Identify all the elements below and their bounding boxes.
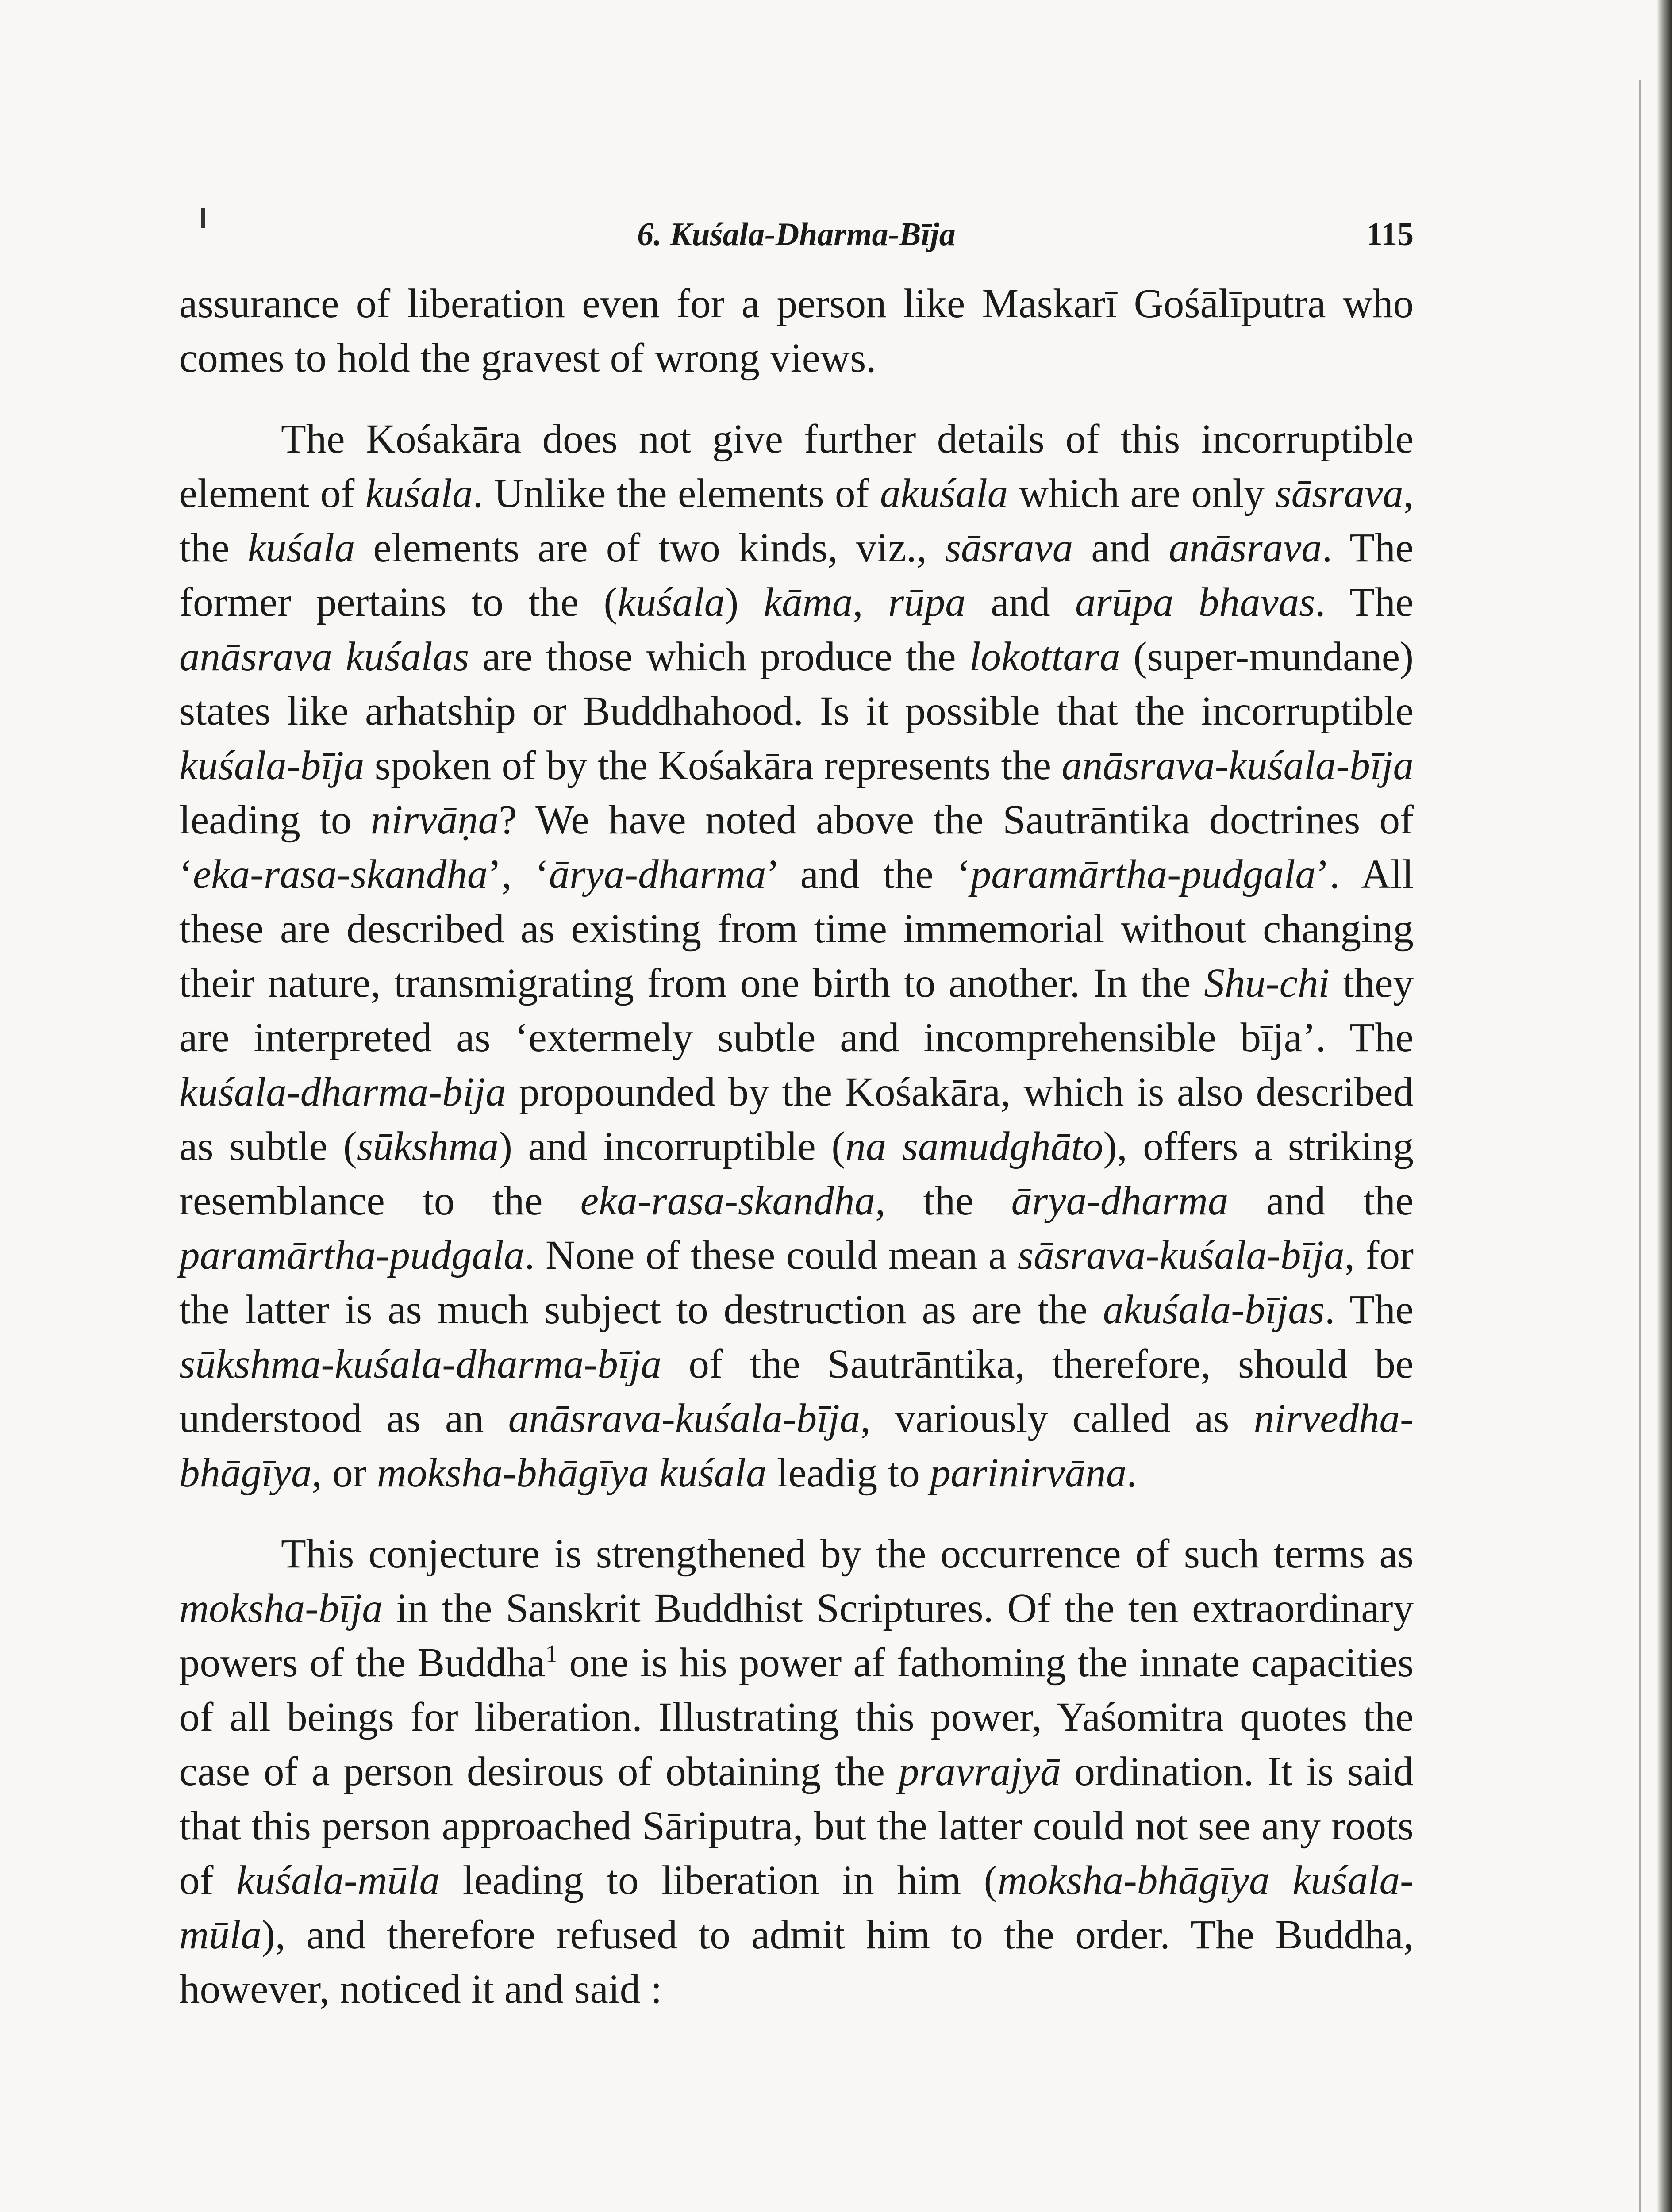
italic-term: nirvāṇa — [370, 797, 499, 843]
page-edge-shadow — [1657, 0, 1672, 2212]
text-run: . None of these could mean a — [524, 1233, 1018, 1278]
text-run: leading to liberation in him ( — [439, 1858, 998, 1903]
text-run: ? We have noted above the Sautrāntika doctrines of ‘ — [179, 797, 1414, 897]
binding-shadow-line — [1639, 80, 1641, 2212]
italic-term: paramārtha-pudgala — [970, 852, 1316, 897]
italic-term: akuśala-bījas — [1103, 1287, 1325, 1333]
text-run: ) and incorruptible ( — [499, 1124, 846, 1169]
text-run: , the — [179, 471, 1414, 571]
paragraph-1 — [179, 276, 1414, 385]
text-run: ’. All these are described as existing from time immemorial without changing their nature, transmigrating from one birth to another. In the — [179, 852, 1414, 1006]
paragraph-2 — [179, 412, 1414, 1500]
text-run: of the Sautrāntika, therefore, should be understood as an — [179, 1341, 1414, 1441]
italic-term: kuśala-mūla — [236, 1858, 440, 1903]
text-run: assurance of liberation even for a person like Maskarī Gośālīputra who comes to hold the gravest of wrong views. — [179, 281, 1414, 381]
italic-term: sāsrava — [945, 525, 1073, 571]
text-run: are those which produce the — [469, 634, 969, 680]
text-run: ), offers a striking resemblance to the — [179, 1124, 1414, 1224]
text-run: in the Sanskrit Buddhist Scriptures. Of the ten extraordinary powers of the Buddha — [179, 1586, 1414, 1686]
page-number: 115 — [1366, 216, 1414, 253]
italic-term: anāsrava kuśalas — [179, 634, 469, 680]
footnote-marker: 1 — [545, 1640, 558, 1668]
italic-term: kuśala-bīja — [179, 743, 365, 788]
text-run: and the — [1228, 1178, 1414, 1224]
italic-term: parinirvāna — [930, 1450, 1127, 1496]
text-run: , — [853, 580, 888, 625]
text-run: . The — [1324, 1287, 1414, 1333]
italic-term: ārya-dharma — [1011, 1178, 1229, 1224]
italic-term: sūkshma — [357, 1124, 499, 1169]
text-run: , or — [311, 1450, 377, 1496]
italic-term: kuśala — [365, 471, 473, 516]
italic-term: Shu-chi — [1204, 960, 1330, 1006]
italic-term: anāsrava — [1168, 525, 1322, 571]
text-run: which are only — [1008, 471, 1276, 516]
text-run: ordination. It is said that this person approached Sāriputra, but the latter could not see any roots of — [179, 1749, 1414, 1903]
italic-term: akuśala — [880, 471, 1008, 516]
italic-term: eka-rasa-skandha — [192, 852, 488, 897]
text-run: spoken of by the Kośakāra represents the — [364, 743, 1062, 788]
text-run: leadig to — [766, 1450, 930, 1496]
italic-term: anāsrava-kuśala-bīja — [508, 1396, 861, 1441]
paragraph-3 — [179, 1527, 1414, 2016]
running-head: 6. Kuśala-Dharma-Bīja — [637, 216, 956, 253]
italic-term: kāma — [763, 580, 853, 625]
text-run: , for the latter is as much subject to destruction as are the — [179, 1233, 1414, 1333]
text-run: ’ and the ‘ — [766, 852, 971, 897]
text-run: , the — [875, 1178, 1011, 1224]
italic-term: eka-rasa-skandha — [580, 1178, 876, 1224]
body-text — [179, 276, 1414, 2016]
text-run: . Unlike the elements of — [473, 471, 880, 516]
italic-term: rūpa — [888, 580, 966, 625]
text-run: ) — [725, 580, 764, 625]
italic-term: pravrajyā — [898, 1749, 1061, 1794]
text-run: propounded by the Kośakāra, which is also described as subtle ( — [179, 1069, 1414, 1169]
italic-term: nirvedha-bhāgīya — [179, 1396, 1414, 1496]
italic-term: moksha-bīja — [179, 1586, 383, 1631]
italic-term: sāsrava — [1275, 471, 1403, 516]
text-run: . The former pertains to the ( — [179, 525, 1414, 625]
italic-term: ārya-dharma — [549, 852, 766, 897]
italic-term: kuśala-dharma-bija — [179, 1069, 506, 1115]
text-run: they are interpreted as ‘extermely subtle and incomprehensible bīja’. The — [179, 960, 1414, 1060]
text-run: ), and therefore refused to admit him to the order. The Buddha, however, noticed it and said : — [179, 1912, 1414, 2012]
text-run: elements are of two kinds, viz., — [355, 525, 945, 571]
page-header — [179, 208, 1414, 261]
text-run: This conjecture is strengthened by the occurrence of such terms as — [281, 1531, 1414, 1577]
text-run: ’, ‘ — [488, 852, 549, 897]
italic-term: paramārtha-pudgala — [179, 1233, 525, 1278]
text-run: (super-mundane) states like arhatship or Buddhahood. Is it possible that the incorruptible — [179, 634, 1414, 734]
text-run: leading to — [179, 797, 371, 843]
italic-term: sāsrava-kuśala-bīja — [1017, 1233, 1345, 1278]
text-run: and — [965, 580, 1076, 625]
text-run: The Kośakāra does not give further details of this incorruptible element of — [179, 416, 1414, 516]
text-run: . — [1126, 1450, 1137, 1496]
italic-term: lokottara — [969, 634, 1120, 680]
text-run: one is his power af fathoming the innate capacities of all beings for liberation. Illustrating this power, Yaśomitra quotes the case of a person desirous of obtaining the — [179, 1640, 1414, 1794]
text-run: and — [1073, 525, 1169, 571]
italic-term: na samudghāto — [845, 1124, 1103, 1169]
italic-term: sūkshma-kuśala-dharma-bīja — [179, 1341, 662, 1387]
text-run: , variously called as — [860, 1396, 1254, 1441]
italic-term: moksha-bhāgīya kuśala-mūla — [179, 1858, 1414, 1958]
italic-term: arūpa bhavas — [1075, 580, 1315, 625]
text-run: . The — [1315, 580, 1414, 625]
italic-term: kuśala — [617, 580, 725, 625]
italic-term: moksha-bhāgīya kuśala — [377, 1450, 767, 1496]
italic-term: anāsrava-kuśala-bīja — [1061, 743, 1414, 788]
italic-term: kuśala — [247, 525, 355, 571]
